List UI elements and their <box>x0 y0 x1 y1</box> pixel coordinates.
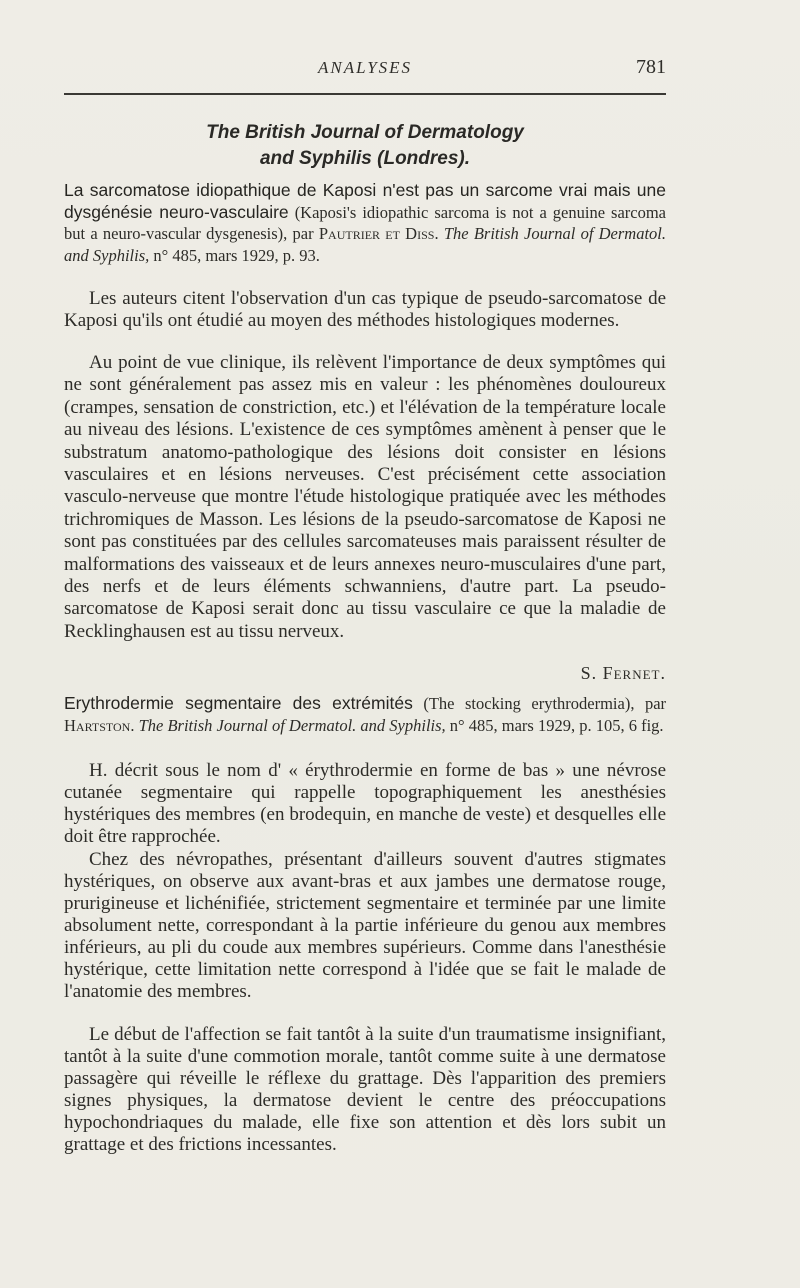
article-2-heading <box>64 693 666 736</box>
journal-heading-line-1: The British Journal of Dermatology <box>206 122 524 143</box>
article-2-authors: Hartston. <box>64 715 135 735</box>
article-2-paragraph-3: Le début de l'affection se fait tantôt à la suite d'un traumatisme insignifiant, tantôt à la suite d'une commotion morale, tantôt comme suite à une dermatose passagère qui réveille le réflexe du grattage. Dès l'apparition des premiers signes physiques, la dermatose devient le centre des préoccupations hypochondriaques du malade, elle fixe son attention et dès lors subit un grattage et des frictions incessantes. <box>64 1024 666 1155</box>
article-1-title: La sarcomatose idiopathique de Kaposi n'est pas un sarcome vrai mais une dysgénésie neuro-vasculaire <box>64 180 666 222</box>
article-1-signature: S. Fernet. <box>580 663 666 683</box>
article-1-paragraph-1: Les auteurs citent l'observation d'un cas typique de pseudo-sarcomatose de Kaposi qu'ils ont étudié au moyen des méthodes histologiques modernes. <box>64 288 666 331</box>
article-2-journal-ref: The British Journal of Dermatol. and Syphilis, <box>138 715 446 735</box>
article-2-paragraph-2: Chez des névropathes, présentant d'ailleurs souvent d'autres stigmates hystériques, on observe aux avant-bras et aux jambes une dermatose rouge, prurigineuse et lichénifiée, strictement segmentaire et terminée par une limite absolument nette, correspondant à la partie inférieure du genou aux membres inférieurs, au pli du coude aux membres supérieurs. Comme dans l'anesthésie hystérique, cette limitation nette correspond à l'idée que se fait le malade de l'anatomie des membres. <box>64 849 666 1002</box>
running-head <box>64 58 666 84</box>
article-2-english-title: (The stocking erythrodermia), par <box>423 694 667 713</box>
article-2-issue: n° 485, mars 1929, p. 105, 6 fig. <box>449 715 664 735</box>
article-1-journal-ref: The British Journal of Dermatol. and Syphilis, <box>64 224 667 265</box>
article-1-authors: Pautrier et Diss. <box>318 224 439 243</box>
article-1-paragraph-2: Au point de vue clinique, ils relèvent l'importance de deux symptômes qui ne sont généralement pas assez mis en valeur : les phénomènes douloureux (crampes, sensation de constriction, etc.) et l'élévation de la température locale au niveau des lésions. L'existence de ces symptômes amènent à penser que le substratum anatomo-pathologique des lésions doit consister en lésions vasculaires et en lésions nerveuses. C'est précisément cette association vasculo-nerveuse que montre l'étude histologique pratiquée avec les méthodes trichromiques de Masson. Les lésions de la pseudo-sarcomatose de Kaposi ne sont pas constituées par des cellules sarcomateuses mais paraissent résulter de malformations des vaisseaux et de leurs annexes neuro-musculaires d'une part, des nerfs et de leurs éléments schwanniens, d'autre part. La pseudo-sarcomatose de Kaposi serait donc au tissu vasculaire ce que la maladie de Recklinghausen est au tissu nerveux. <box>64 352 666 642</box>
article-1-heading <box>64 180 666 266</box>
header-rule <box>64 93 666 95</box>
article-1-english-title: (Kaposi's idiopathic sarcoma is not a genuine sarcoma but a neuro-vascular dysgenesis), par <box>64 202 666 243</box>
article-2-title: Erythrodermie segmentaire des extrémités <box>64 693 413 713</box>
article-1-issue: n° 485, mars 1929, p. 93. <box>153 245 320 265</box>
page-number: 781 <box>636 56 666 78</box>
article-2-paragraph-1: H. décrit sous le nom d' « érythrodermie en forme de bas » une névrose cutanée segmentaire qui rappelle topographiquement les anesthésies hystériques des membres (en brodequin, en manche de veste) et desquelles elle doit être rapprochée. <box>64 760 666 847</box>
journal-heading-line-2: and Syphilis (Londres). <box>259 148 471 169</box>
journal-heading <box>64 120 666 172</box>
running-title: ANALYSES <box>317 58 413 77</box>
